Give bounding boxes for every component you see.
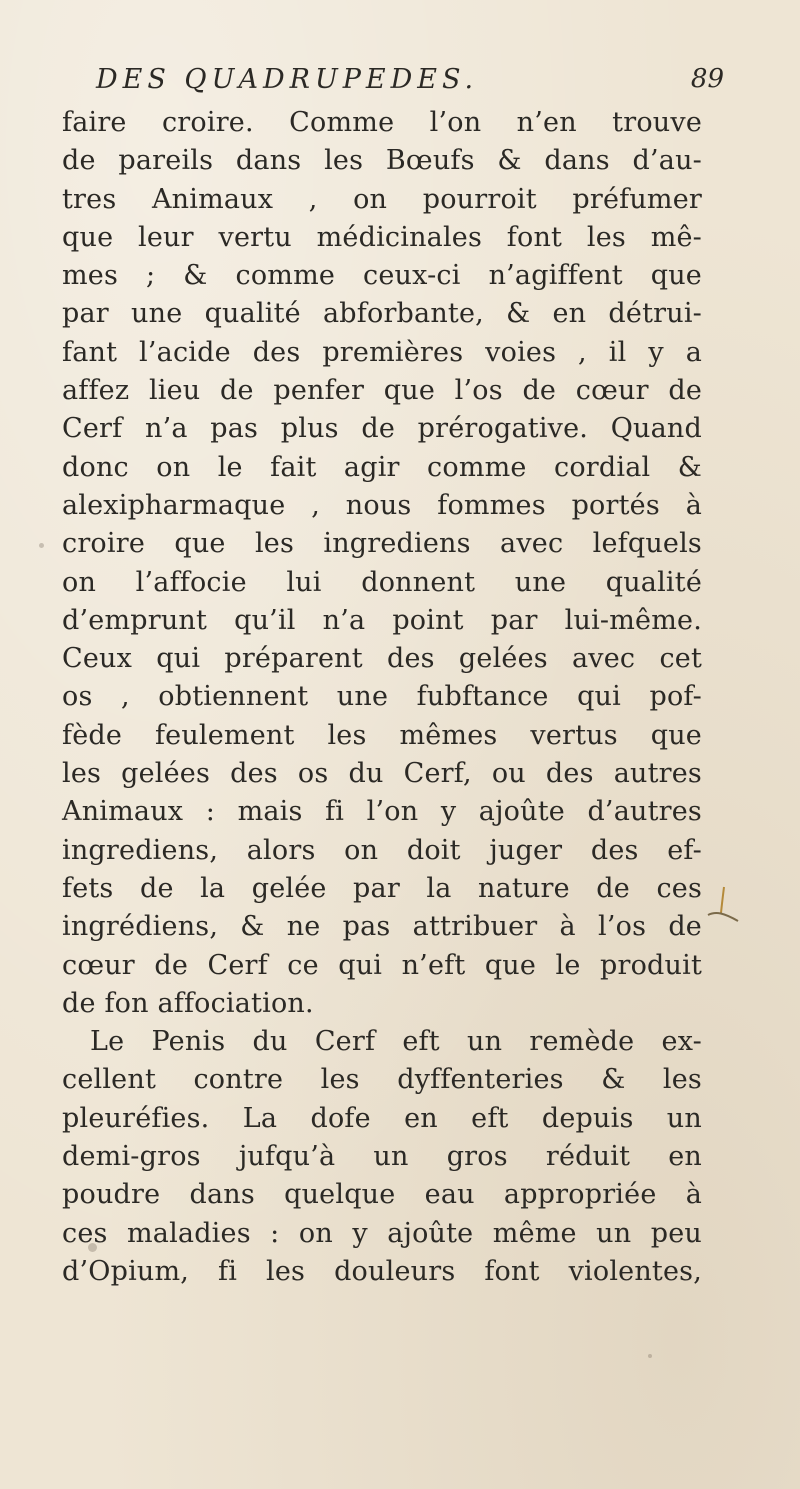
- marginal-ink-mark: [704, 883, 740, 923]
- body-text: [62, 104, 702, 1291]
- text-line: on l’affocie lui donnent une qualité: [62, 566, 702, 598]
- paragraph-start-line: Le Penis du Cerf eft un remède ex-: [90, 1026, 702, 1058]
- text-line: alexipharmaque , nous fommes portés à: [62, 489, 702, 521]
- running-title: DES QUADRUPEDES.: [96, 64, 479, 95]
- text-line: donc on le fait agir comme cordial &: [62, 451, 702, 483]
- text-line: Ceux qui préparent des gelées avec cet: [62, 643, 702, 675]
- text-line: fets de la gelée par la nature de ces: [62, 872, 702, 904]
- text-line: de pareils dans les Bœufs & dans d’au-: [62, 145, 702, 177]
- text-line: poudre dans quelque eau appropriée à: [62, 1179, 702, 1211]
- text-line: tres Animaux , on pourroit préfumer: [62, 183, 702, 215]
- text-line: par une qualité abforbante, & en détrui-: [62, 298, 702, 330]
- text-line: Cerf n’a pas plus de prérogative. Quand: [62, 413, 702, 445]
- text-line: que leur vertu médicinales font les mê-: [62, 221, 702, 253]
- text-line: ingrédiens, & ne pas attribuer à l’os de: [62, 911, 702, 943]
- text-line: fède feulement les mêmes vertus que: [62, 719, 702, 751]
- text-line: mes ; & comme ceux-ci n’agiffent que: [62, 260, 702, 292]
- page-header: [96, 64, 736, 104]
- text-line: ingrediens, alors on doit juger des ef-: [62, 834, 702, 866]
- text-line: ces maladies : on y ajoûte même un peu: [62, 1217, 702, 1249]
- text-line: pleuréfies. La dofe en eft depuis un: [62, 1102, 702, 1134]
- text-line: os , obtiennent une fubftance qui pof-: [62, 681, 702, 713]
- text-line: d’Opium, fi les douleurs font violentes,: [62, 1255, 702, 1287]
- text-line: cellent contre les dyffenteries & les: [62, 1064, 702, 1096]
- paper-speck: [88, 1243, 97, 1252]
- text-line: d’emprunt qu’il n’a point par lui-même.: [62, 604, 702, 636]
- text-line: de fon affociation.: [62, 987, 314, 1019]
- text-line: affez lieu de penfer que l’os de cœur de: [62, 375, 702, 407]
- paper-speck: [39, 543, 44, 548]
- text-line: Animaux : mais fi l’on y ajoûte d’autres: [62, 796, 702, 828]
- text-line: cœur de Cerf ce qui n’eft que le produit: [62, 949, 702, 981]
- paper-speck: [648, 1354, 652, 1358]
- text-line: faire croire. Comme l’on n’en trouve: [62, 107, 702, 138]
- page-number: 89: [690, 64, 724, 94]
- text-line: demi-gros jufqu’à un gros réduit en: [62, 1141, 702, 1173]
- text-line: croire que les ingrediens avec lefquels: [62, 528, 702, 560]
- text-line: fant l’acide des premières voies , il y a: [62, 336, 702, 368]
- text-line: les gelées des os du Cerf, ou des autres: [62, 758, 702, 790]
